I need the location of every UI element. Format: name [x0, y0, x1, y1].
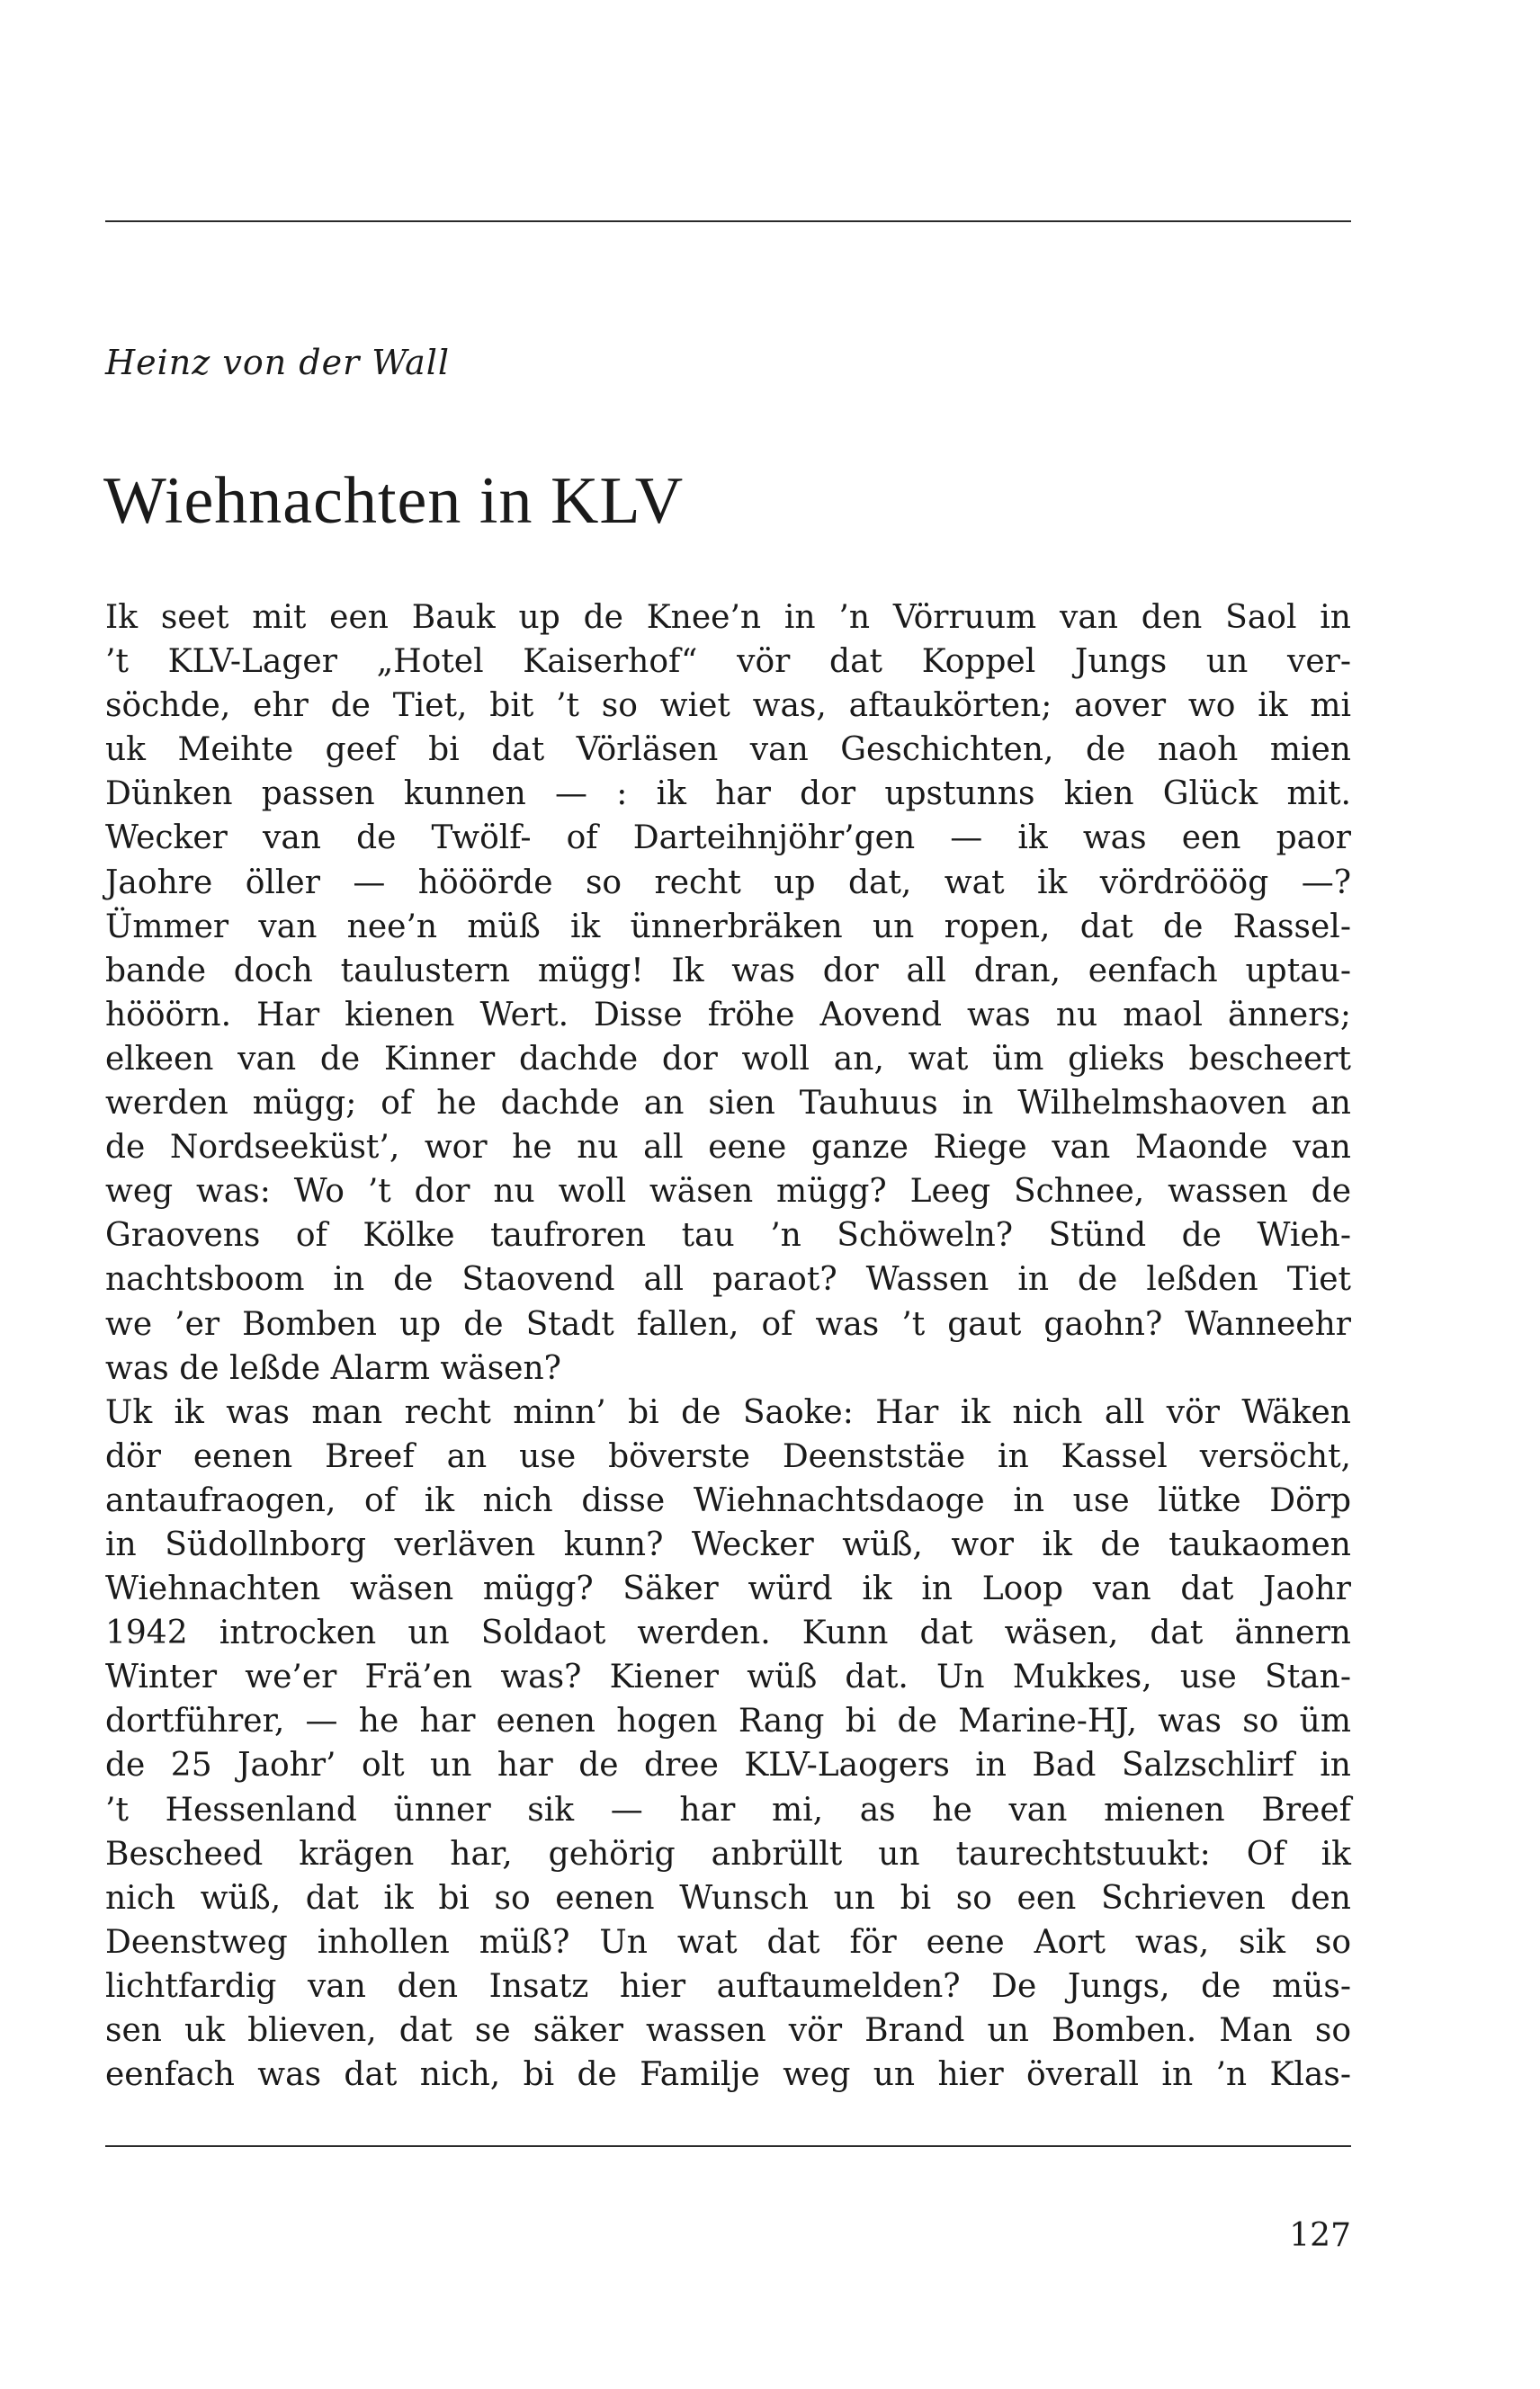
paragraph-end-line: was de leßde Alarm wäsen?: [105, 1349, 561, 1387]
text-line: uk Meihte geef bi dat Vörläsen van Geschichten, de naoh mien: [105, 731, 1351, 769]
text-line: werden mügg; of he dachde an sien Tauhuus in Wilhelmshaoven an: [105, 1085, 1351, 1123]
text-line: Ümmer van nee’n müß ik ünnerbräken un ropen, dat de Rassel-: [105, 908, 1351, 945]
text-line: nachtsboom in de Staovend all paraot? Wassen in de leßden Tiet: [105, 1261, 1351, 1299]
chapter-title: Wiehnachten in KLV: [103, 464, 685, 538]
text-line: söchde, ehr de Tiet, bit ’t so wiet was, aftaukörten; aover wo ik mi: [105, 687, 1351, 725]
text-line: de Nordseeküst’, wor he nu all eene ganze Riege van Maonde van: [105, 1129, 1351, 1167]
text-line: weg was: Wo ’t dor nu woll wäsen mügg? Leeg Schnee, wassen de: [105, 1173, 1351, 1211]
text-line: sen uk blieven, dat se säker wassen vör Brand un Bomben. Man so: [105, 2012, 1351, 2049]
text-line: Uk ik was man recht minn’ bi de Saoke: Har ik nich all vör Wäken: [105, 1393, 1351, 1431]
text-line: we ’er Bomben up de Stadt fallen, of was ’t gaut gaohn? Wanneehr: [105, 1305, 1351, 1343]
text-line: nich wüß, dat ik bi so eenen Wunsch un bi so een Schrieven den: [105, 1879, 1351, 1917]
text-line: lichtfardig van den Insatz hier auftaumelden? De Jungs, de müs-: [105, 1967, 1351, 2005]
text-line: dortführer, — he har eenen hogen Rang bi de Marine-HJ, was so üm: [105, 1703, 1351, 1740]
text-line: dör eenen Breef an use böverste Deenststäe in Kassel versöcht,: [105, 1437, 1351, 1475]
text-line: Dünken passen kunnen — : ik har dor upstunns kien Glück mit.: [105, 775, 1351, 813]
text-line: Jaohre öller — hööörde so recht up dat, wat ik vördrööög —?: [105, 863, 1351, 901]
author-name: Heinz von der Wall: [105, 343, 451, 382]
text-line: ’t Hessenland ünner sik — har mi, as he van mienen Breef: [105, 1791, 1351, 1829]
bottom-rule: [105, 2145, 1351, 2147]
text-line: elkeen van de Kinner dachde dor woll an, wat üm glieks bescheert: [105, 1040, 1351, 1078]
text-line: in Südollnborg verläven kunn? Wecker wüß, wor ik de taukaomen: [105, 1526, 1351, 1563]
text-line: Deenstweg inhollen müß? Un wat dat för eene Aort was, sik so: [105, 1923, 1351, 1961]
text-line: Wecker van de Twölf- of Darteihnjöhr’gen — ik was een paor: [105, 819, 1351, 857]
top-rule: [105, 220, 1351, 222]
text-line: Bescheed krägen har, gehörig anbrüllt un taurechtstuukt: Of ik: [105, 1835, 1351, 1873]
text-line: hööörn. Har kienen Wert. Disse fröhe Aovend was nu maol änners;: [105, 996, 1351, 1033]
text-line: 1942 introcken un Soldaot werden. Kunn dat wäsen, dat ännern: [105, 1615, 1351, 1652]
text-line: bande doch taulustern mügg! Ik was dor all dran, eenfach uptau-: [105, 952, 1351, 989]
text-line: Winter we’er Frä’en was? Kiener wüß dat. Un Mukkes, use Stan-: [105, 1659, 1351, 1696]
page-number: 127: [1289, 2217, 1351, 2254]
body-text: [105, 595, 1351, 2097]
text-line: de 25 Jaohr’ olt un har de dree KLV-Laogers in Bad Salzschlirf in: [105, 1747, 1351, 1785]
text-line: Ik seet mit een Bauk up de Knee’n in ’n Vörruum van den Saol in: [105, 599, 1351, 636]
text-line: eenfach was dat nich, bi de Familje weg un hier överall in ’n Klas-: [105, 2056, 1351, 2094]
text-line: Wiehnachten wäsen mügg? Säker würd ik in Loop van dat Jaohr: [105, 1570, 1351, 1608]
text-line: antaufraogen, of ik nich disse Wiehnachtsdaoge in use lütke Dörp: [105, 1481, 1351, 1519]
text-line: Graovens of Kölke taufroren tau ’n Schöweln? Stünd de Wieh-: [105, 1217, 1351, 1255]
text-line: ’t KLV-Lager „Hotel Kaiserhof“ vör dat Koppel Jungs un ver-: [105, 643, 1351, 681]
